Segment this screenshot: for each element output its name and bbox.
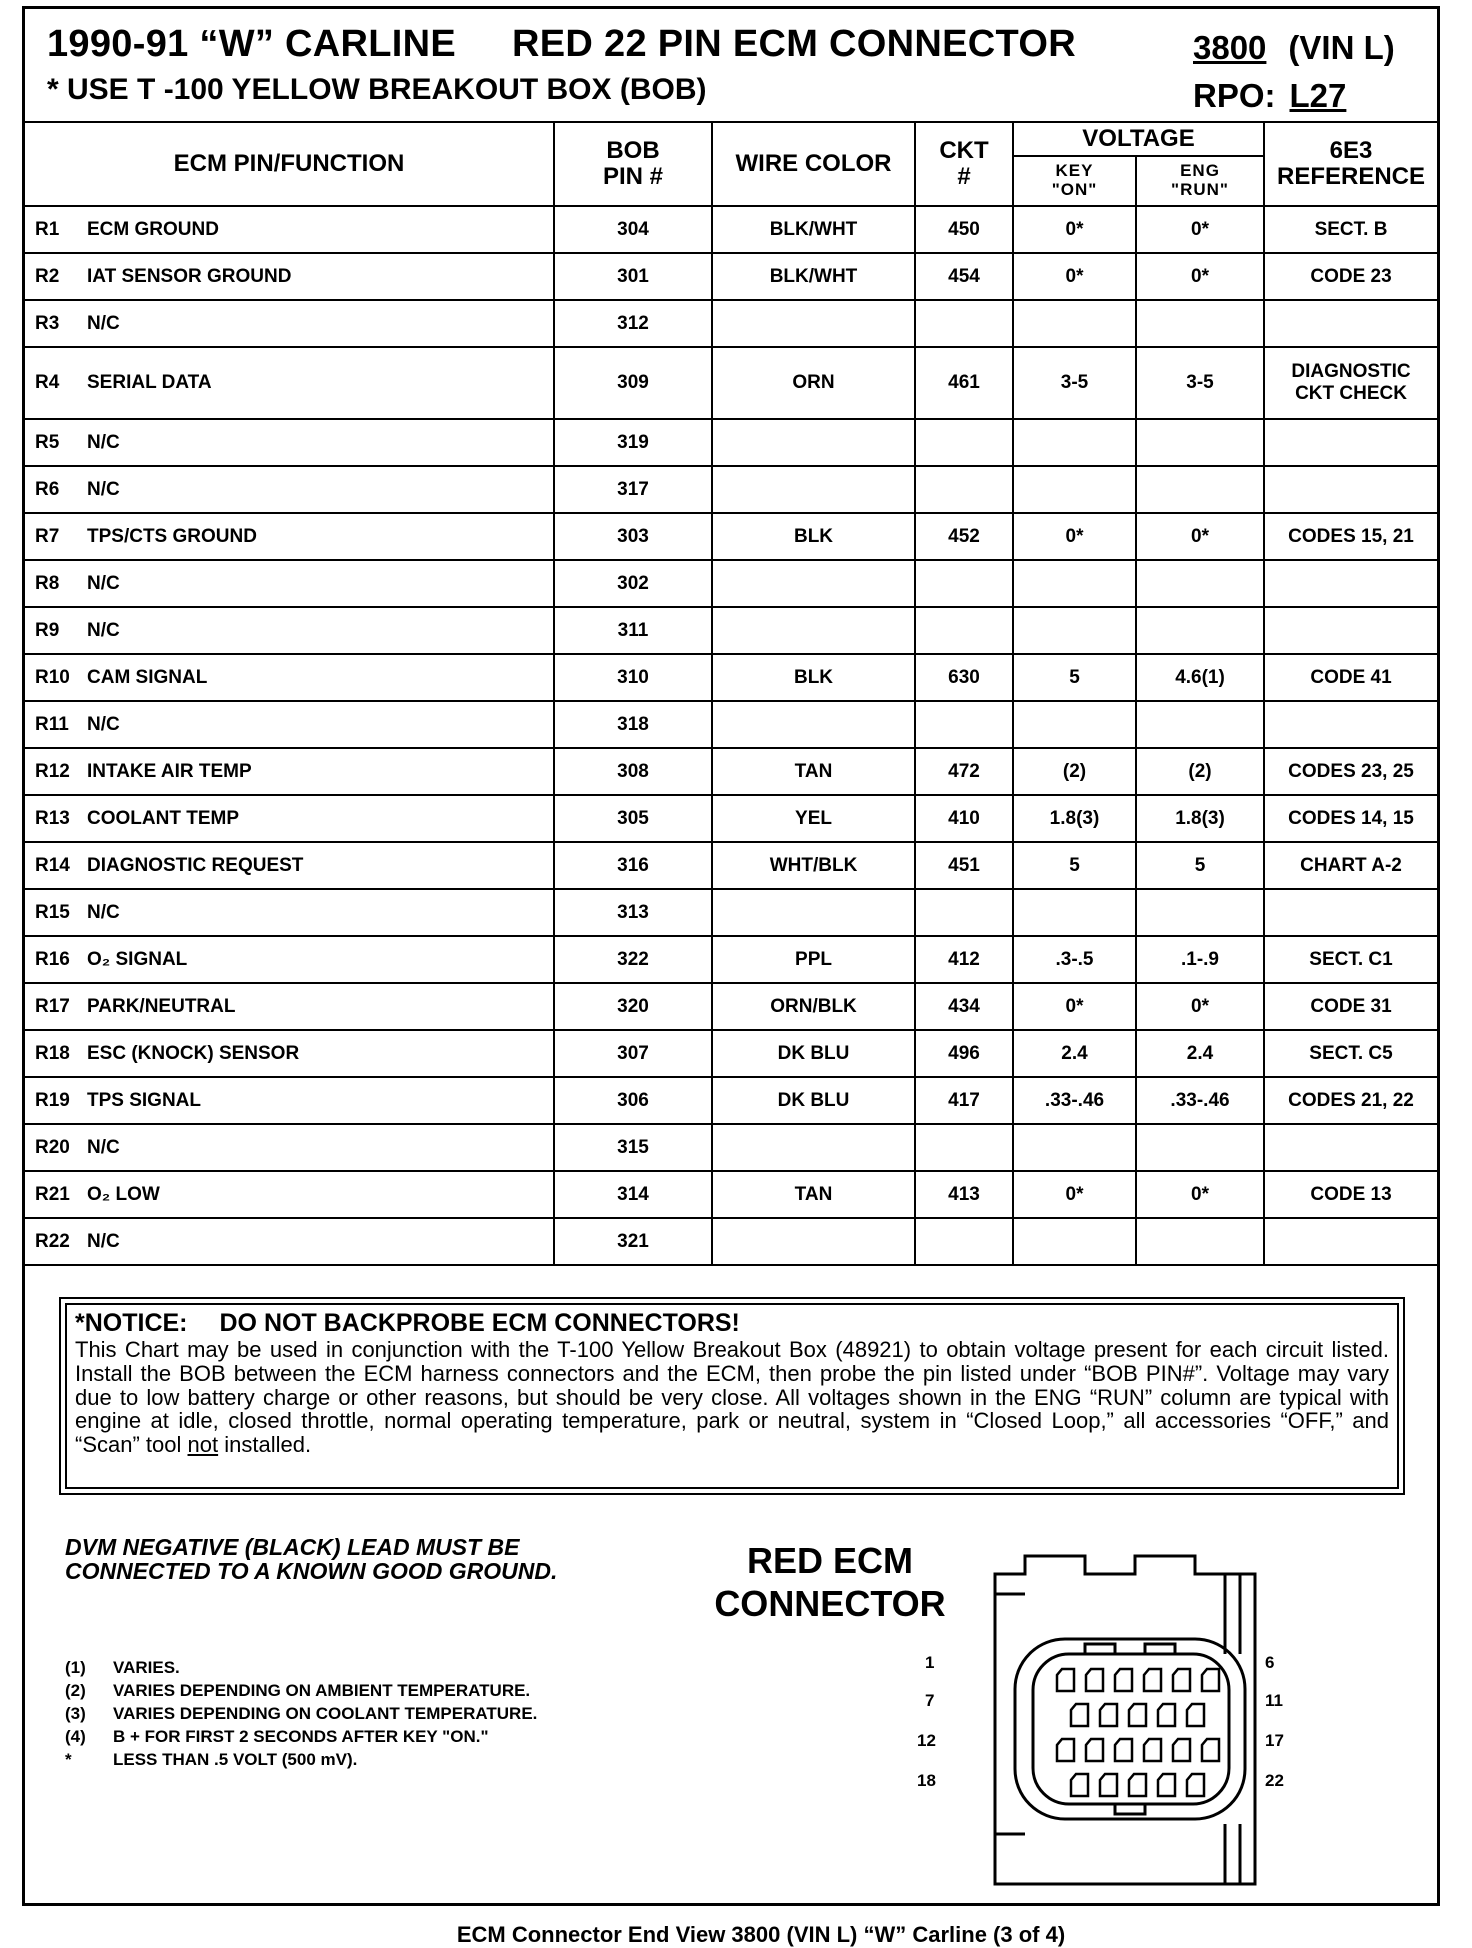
cell-eng-run-voltage: 4.6(1) bbox=[1136, 654, 1264, 701]
cell-key-on-voltage: .33-.46 bbox=[1013, 1077, 1136, 1124]
cell-bob-pin: 305 bbox=[554, 795, 712, 842]
ecm-connector-diagram bbox=[985, 1544, 1275, 1894]
cell-bob-pin: 322 bbox=[554, 936, 712, 983]
notice-headline: DO NOT BACKPROBE ECM CONNECTORS! bbox=[219, 1309, 740, 1337]
pin-function: N/C bbox=[87, 572, 120, 594]
cell-eng-run-voltage bbox=[1136, 560, 1264, 607]
cell-reference: CODES 23, 25 bbox=[1264, 748, 1437, 795]
cell-key-on-voltage: (2) bbox=[1013, 748, 1136, 795]
cell-bob-pin: 312 bbox=[554, 300, 712, 347]
cell-eng-run-voltage: 1.8(3) bbox=[1136, 795, 1264, 842]
cell-key-on-voltage: 5 bbox=[1013, 842, 1136, 889]
cell-circuit bbox=[915, 889, 1013, 936]
pin-id: R7 bbox=[35, 525, 60, 547]
cell-circuit: 454 bbox=[915, 253, 1013, 300]
cell-key-on-voltage bbox=[1013, 466, 1136, 513]
cell-wire-color: DK BLU bbox=[712, 1030, 915, 1077]
cell-key-on-voltage: 3-5 bbox=[1013, 347, 1136, 419]
cell-wire-color: BLK bbox=[712, 513, 915, 560]
cell-wire-color bbox=[712, 701, 915, 748]
pin-label-1: 1 bbox=[925, 1653, 935, 1672]
cell-key-on-voltage: .3-.5 bbox=[1013, 936, 1136, 983]
pin-label-6: 6 bbox=[1265, 1653, 1275, 1672]
pin-label-11: 11 bbox=[1265, 1691, 1283, 1710]
cell-wire-color: TAN bbox=[712, 748, 915, 795]
cell-function bbox=[25, 347, 554, 419]
cell-reference: CODE 41 bbox=[1264, 654, 1437, 701]
cell-reference bbox=[1264, 419, 1437, 466]
cell-key-on-voltage: 0* bbox=[1013, 253, 1136, 300]
cell-key-on-voltage: 0* bbox=[1013, 1171, 1136, 1218]
table-row bbox=[25, 513, 1437, 560]
table-row bbox=[25, 466, 1437, 513]
cell-circuit bbox=[915, 607, 1013, 654]
cell-bob-pin: 313 bbox=[554, 889, 712, 936]
pin-function: INTAKE AIR TEMP bbox=[87, 760, 252, 782]
connector-terminal-17 bbox=[1202, 1739, 1219, 1761]
cell-eng-run-voltage bbox=[1136, 607, 1264, 654]
dvm-warning: DVM NEGATIVE (BLACK) LEAD MUST BE CONNECTED TO A KNOWN GOOD GROUND. bbox=[65, 1534, 558, 1585]
cell-function bbox=[25, 560, 554, 607]
table-row bbox=[25, 889, 1437, 936]
cell-circuit bbox=[915, 560, 1013, 607]
cell-key-on-voltage bbox=[1013, 560, 1136, 607]
cell-eng-run-voltage bbox=[1136, 300, 1264, 347]
connector-terminal-2 bbox=[1086, 1669, 1103, 1691]
pin-id: R10 bbox=[35, 666, 70, 688]
cell-eng-run-voltage: 0* bbox=[1136, 206, 1264, 253]
table-row bbox=[25, 300, 1437, 347]
pin-function: CAM SIGNAL bbox=[87, 666, 208, 688]
cell-reference: SECT. B bbox=[1264, 206, 1437, 253]
pin-function: N/C bbox=[87, 1230, 120, 1252]
pin-function: DIAGNOSTIC REQUEST bbox=[87, 854, 304, 876]
connector-terminal-8 bbox=[1100, 1704, 1117, 1726]
pin-id: R21 bbox=[35, 1183, 70, 1205]
pin-function: TPS SIGNAL bbox=[87, 1089, 202, 1111]
cell-eng-run-voltage bbox=[1136, 701, 1264, 748]
cell-circuit bbox=[915, 1218, 1013, 1265]
cell-bob-pin: 318 bbox=[554, 701, 712, 748]
col-header-voltage: VOLTAGE bbox=[1013, 122, 1264, 156]
pin-function: N/C bbox=[87, 478, 120, 500]
pin-id: R18 bbox=[35, 1042, 70, 1064]
connector-terminal-13 bbox=[1086, 1739, 1103, 1761]
pin-id: R1 bbox=[35, 218, 60, 240]
connector-terminal-1 bbox=[1057, 1669, 1074, 1691]
connector-terminal-22 bbox=[1187, 1774, 1204, 1796]
pin-function: N/C bbox=[87, 713, 120, 735]
table-row bbox=[25, 347, 1437, 419]
table-row bbox=[25, 654, 1437, 701]
col-header-bob: BOB PIN # bbox=[554, 122, 712, 206]
pin-label-18: 18 bbox=[917, 1771, 936, 1790]
cell-eng-run-voltage: .1-.9 bbox=[1136, 936, 1264, 983]
pin-function: N/C bbox=[87, 431, 120, 453]
table-row bbox=[25, 560, 1437, 607]
cell-function bbox=[25, 466, 554, 513]
table-row bbox=[25, 748, 1437, 795]
cell-circuit bbox=[915, 1124, 1013, 1171]
table-row bbox=[25, 206, 1437, 253]
cell-circuit: 472 bbox=[915, 748, 1013, 795]
pin-id: R22 bbox=[35, 1230, 70, 1252]
connector-diagram-title: RED ECM CONNECTOR bbox=[714, 1540, 946, 1625]
table-row bbox=[25, 1171, 1437, 1218]
cell-wire-color: BLK/WHT bbox=[712, 253, 915, 300]
document-title bbox=[47, 23, 1076, 66]
table-row bbox=[25, 983, 1437, 1030]
carline-title: 1990-91 “W” CARLINE bbox=[47, 23, 457, 65]
pin-function: N/C bbox=[87, 1136, 120, 1158]
ecm-pin-table bbox=[25, 121, 1437, 1266]
cell-circuit: 413 bbox=[915, 1171, 1013, 1218]
cell-bob-pin: 301 bbox=[554, 253, 712, 300]
pin-id: R14 bbox=[35, 854, 70, 876]
connector-terminal-11 bbox=[1187, 1704, 1204, 1726]
cell-reference bbox=[1264, 560, 1437, 607]
cell-circuit: 461 bbox=[915, 347, 1013, 419]
cell-wire-color bbox=[712, 300, 915, 347]
notice-label: *NOTICE: bbox=[75, 1309, 188, 1337]
pin-function: IAT SENSOR GROUND bbox=[87, 265, 292, 287]
cell-wire-color: BLK/WHT bbox=[712, 206, 915, 253]
cell-wire-color bbox=[712, 607, 915, 654]
cell-reference: CODE 23 bbox=[1264, 253, 1437, 300]
pin-function: N/C bbox=[87, 312, 120, 334]
pin-function: ECM GROUND bbox=[87, 218, 219, 240]
cell-function bbox=[25, 1171, 554, 1218]
pin-function: TPS/CTS GROUND bbox=[87, 525, 257, 547]
cell-wire-color bbox=[712, 466, 915, 513]
cell-key-on-voltage: 5 bbox=[1013, 654, 1136, 701]
connector-terminal-9 bbox=[1129, 1704, 1146, 1726]
cell-wire-color bbox=[712, 419, 915, 466]
pin-id: R4 bbox=[35, 372, 60, 393]
pin-id: R13 bbox=[35, 807, 70, 829]
cell-function bbox=[25, 206, 554, 253]
cell-function bbox=[25, 842, 554, 889]
cell-function bbox=[25, 983, 554, 1030]
pin-id: R16 bbox=[35, 948, 70, 970]
col-header-key-on: KEY "ON" bbox=[1013, 156, 1136, 206]
cell-eng-run-voltage: 0* bbox=[1136, 983, 1264, 1030]
table-row bbox=[25, 607, 1437, 654]
connector-terminal-6 bbox=[1202, 1669, 1219, 1691]
table-row bbox=[25, 1218, 1437, 1265]
bob-instruction: * USE T -100 YELLOW BREAKOUT BOX (BOB) bbox=[47, 73, 707, 106]
notice-heading bbox=[75, 1309, 1389, 1338]
cell-circuit: 410 bbox=[915, 795, 1013, 842]
cell-eng-run-voltage bbox=[1136, 1124, 1264, 1171]
cell-bob-pin: 302 bbox=[554, 560, 712, 607]
table-row bbox=[25, 842, 1437, 889]
connector-terminal-18 bbox=[1071, 1774, 1088, 1796]
pin-id: R6 bbox=[35, 478, 60, 500]
cell-circuit: 451 bbox=[915, 842, 1013, 889]
cell-bob-pin: 314 bbox=[554, 1171, 712, 1218]
cell-bob-pin: 317 bbox=[554, 466, 712, 513]
pin-id: R15 bbox=[35, 901, 70, 923]
cell-key-on-voltage bbox=[1013, 419, 1136, 466]
cell-wire-color bbox=[712, 1218, 915, 1265]
connector-terminal-21 bbox=[1158, 1774, 1175, 1796]
col-header-function: ECM PIN/FUNCTION bbox=[25, 122, 554, 206]
cell-reference: CHART A-2 bbox=[1264, 842, 1437, 889]
cell-bob-pin: 309 bbox=[554, 347, 712, 419]
cell-bob-pin: 310 bbox=[554, 654, 712, 701]
connector-terminal-16 bbox=[1173, 1739, 1190, 1761]
document-sheet bbox=[22, 6, 1440, 1947]
cell-reference bbox=[1264, 1124, 1437, 1171]
cell-key-on-voltage: 0* bbox=[1013, 513, 1136, 560]
cell-circuit: 412 bbox=[915, 936, 1013, 983]
page-footer: ECM Connector End View 3800 (VIN L) “W” Carline (3 of 4) bbox=[456, 1922, 1066, 1947]
footnote: (2) VARIES DEPENDING ON AMBIENT TEMPERATURE. bbox=[65, 1680, 531, 1700]
cell-reference: CODE 31 bbox=[1264, 983, 1437, 1030]
connector-terminal-10 bbox=[1158, 1704, 1175, 1726]
notice-box bbox=[59, 1297, 1405, 1495]
cell-eng-run-voltage: .33-.46 bbox=[1136, 1077, 1264, 1124]
footnote: (1) VARIES. bbox=[65, 1658, 180, 1677]
cell-bob-pin: 307 bbox=[554, 1030, 712, 1077]
cell-circuit: 450 bbox=[915, 206, 1013, 253]
cell-reference: DIAGNOSTIC CKT CHECK bbox=[1264, 347, 1437, 419]
pin-function: SERIAL DATA bbox=[87, 372, 212, 393]
cell-circuit bbox=[915, 701, 1013, 748]
cell-bob-pin: 311 bbox=[554, 607, 712, 654]
cell-reference bbox=[1264, 1218, 1437, 1265]
cell-bob-pin: 304 bbox=[554, 206, 712, 253]
connector-terminal-7 bbox=[1071, 1704, 1088, 1726]
connector-title: RED 22 PIN ECM CONNECTOR bbox=[512, 23, 1076, 65]
col-header-reference: 6E3 REFERENCE bbox=[1264, 122, 1437, 206]
cell-circuit bbox=[915, 466, 1013, 513]
rpo-label: RPO: bbox=[1193, 77, 1276, 114]
cell-eng-run-voltage: (2) bbox=[1136, 748, 1264, 795]
cell-reference bbox=[1264, 701, 1437, 748]
pin-id: R20 bbox=[35, 1136, 70, 1158]
footnote: (3) VARIES DEPENDING ON COOLANT TEMPERATURE. bbox=[65, 1703, 538, 1723]
table-row bbox=[25, 253, 1437, 300]
vin-code: (VIN L) bbox=[1288, 29, 1395, 66]
pin-id: R11 bbox=[35, 713, 69, 735]
table-row bbox=[25, 1077, 1437, 1124]
cell-eng-run-voltage: 0* bbox=[1136, 1171, 1264, 1218]
cell-circuit: 630 bbox=[915, 654, 1013, 701]
connector-terminal-20 bbox=[1129, 1774, 1146, 1796]
cell-reference: SECT. C5 bbox=[1264, 1030, 1437, 1077]
rpo-id bbox=[1193, 77, 1346, 115]
pin-id: R9 bbox=[35, 619, 60, 641]
pin-id: R2 bbox=[35, 265, 60, 287]
pin-label-7: 7 bbox=[925, 1691, 935, 1710]
cell-eng-run-voltage: 0* bbox=[1136, 253, 1264, 300]
table-row bbox=[25, 701, 1437, 748]
connector-terminal-3 bbox=[1115, 1669, 1132, 1691]
connector-terminal-14 bbox=[1115, 1739, 1132, 1761]
pin-function: O₂ SIGNAL bbox=[87, 948, 188, 970]
cell-eng-run-voltage bbox=[1136, 419, 1264, 466]
cell-wire-color: YEL bbox=[712, 795, 915, 842]
cell-circuit: 434 bbox=[915, 983, 1013, 1030]
connector-terminal-19 bbox=[1100, 1774, 1117, 1796]
cell-function bbox=[25, 889, 554, 936]
engine-id bbox=[1193, 29, 1395, 67]
col-header-eng-run: ENG "RUN" bbox=[1136, 156, 1264, 206]
cell-reference bbox=[1264, 889, 1437, 936]
cell-function bbox=[25, 936, 554, 983]
table-row bbox=[25, 419, 1437, 466]
cell-key-on-voltage bbox=[1013, 300, 1136, 347]
cell-reference: CODE 13 bbox=[1264, 1171, 1437, 1218]
connector-terminal-5 bbox=[1173, 1669, 1190, 1691]
cell-bob-pin: 319 bbox=[554, 419, 712, 466]
cell-function bbox=[25, 795, 554, 842]
cell-eng-run-voltage: 2.4 bbox=[1136, 1030, 1264, 1077]
cell-key-on-voltage bbox=[1013, 1124, 1136, 1171]
cell-function bbox=[25, 1218, 554, 1265]
cell-key-on-voltage bbox=[1013, 701, 1136, 748]
cell-bob-pin: 306 bbox=[554, 1077, 712, 1124]
pin-function: O₂ LOW bbox=[87, 1183, 160, 1205]
cell-wire-color: PPL bbox=[712, 936, 915, 983]
cell-function bbox=[25, 748, 554, 795]
cell-eng-run-voltage bbox=[1136, 1218, 1264, 1265]
cell-circuit: 452 bbox=[915, 513, 1013, 560]
cell-wire-color: ORN/BLK bbox=[712, 983, 915, 1030]
cell-reference: SECT. C1 bbox=[1264, 936, 1437, 983]
cell-eng-run-voltage: 3-5 bbox=[1136, 347, 1264, 419]
cell-key-on-voltage bbox=[1013, 889, 1136, 936]
cell-reference bbox=[1264, 300, 1437, 347]
footnotes bbox=[65, 1657, 537, 1772]
cell-wire-color: ORN bbox=[712, 347, 915, 419]
pin-function: N/C bbox=[87, 901, 120, 923]
cell-eng-run-voltage bbox=[1136, 466, 1264, 513]
cell-key-on-voltage bbox=[1013, 1218, 1136, 1265]
footnote: * LESS THAN .5 VOLT (500 mV). bbox=[65, 1749, 358, 1769]
cell-bob-pin: 321 bbox=[554, 1218, 712, 1265]
footnote: (4) B + FOR FIRST 2 SECONDS AFTER KEY "ON." bbox=[65, 1726, 489, 1746]
cell-circuit bbox=[915, 300, 1013, 347]
pin-label-12: 12 bbox=[917, 1731, 936, 1750]
col-header-wire: WIRE COLOR bbox=[712, 122, 915, 206]
pin-label-22: 22 bbox=[1265, 1771, 1284, 1790]
pin-function: PARK/NEUTRAL bbox=[87, 995, 236, 1017]
cell-bob-pin: 303 bbox=[554, 513, 712, 560]
cell-reference: CODES 14, 15 bbox=[1264, 795, 1437, 842]
cell-bob-pin: 315 bbox=[554, 1124, 712, 1171]
table-row bbox=[25, 936, 1437, 983]
cell-wire-color bbox=[712, 560, 915, 607]
cell-reference bbox=[1264, 607, 1437, 654]
cell-function bbox=[25, 1030, 554, 1077]
cell-key-on-voltage: 2.4 bbox=[1013, 1030, 1136, 1077]
cell-reference: CODES 15, 21 bbox=[1264, 513, 1437, 560]
cell-key-on-voltage: 0* bbox=[1013, 983, 1136, 1030]
pin-function: COOLANT TEMP bbox=[87, 807, 239, 829]
engine-code: 3800 bbox=[1193, 29, 1267, 66]
cell-reference bbox=[1264, 466, 1437, 513]
cell-wire-color: TAN bbox=[712, 1171, 915, 1218]
cell-function bbox=[25, 419, 554, 466]
cell-circuit bbox=[915, 419, 1013, 466]
pin-id: R17 bbox=[35, 995, 70, 1017]
cell-wire-color bbox=[712, 889, 915, 936]
cell-function bbox=[25, 1124, 554, 1171]
table-row bbox=[25, 1030, 1437, 1077]
cell-eng-run-voltage bbox=[1136, 889, 1264, 936]
cell-key-on-voltage bbox=[1013, 607, 1136, 654]
cell-bob-pin: 316 bbox=[554, 842, 712, 889]
pin-id: R12 bbox=[35, 760, 70, 782]
cell-function bbox=[25, 300, 554, 347]
cell-wire-color bbox=[712, 1124, 915, 1171]
cell-bob-pin: 308 bbox=[554, 748, 712, 795]
pin-id: R19 bbox=[35, 1089, 70, 1111]
connector-terminal-12 bbox=[1057, 1739, 1074, 1761]
cell-circuit: 496 bbox=[915, 1030, 1013, 1077]
cell-key-on-voltage: 1.8(3) bbox=[1013, 795, 1136, 842]
cell-wire-color: WHT/BLK bbox=[712, 842, 915, 889]
pin-id: R3 bbox=[35, 312, 60, 334]
cell-wire-color: DK BLU bbox=[712, 1077, 915, 1124]
cell-function bbox=[25, 607, 554, 654]
rpo-value: L27 bbox=[1289, 77, 1347, 114]
pin-id: R8 bbox=[35, 572, 60, 594]
cell-circuit: 417 bbox=[915, 1077, 1013, 1124]
cell-eng-run-voltage: 5 bbox=[1136, 842, 1264, 889]
cell-function bbox=[25, 654, 554, 701]
table-row bbox=[25, 1124, 1437, 1171]
pin-function: N/C bbox=[87, 619, 120, 641]
notice-body: This Chart may be used in conjunction with the T-100 Yellow Breakout Box (48921) to obtain voltage present for each circuit listed. Install the BOB between the ECM harness connectors and the ECM, then probe the pin listed under “BOB PIN#”. Voltage may vary due to low battery charge or other reasons, but should be very close. All voltages shown in the ENG “RUN” column are typical with engine at idle, closed throttle, normal operating temperature, park or neutral, system in “Closed Loop,” all accessories “OFF,” and “Scan” tool not installed. bbox=[75, 1337, 1389, 1457]
cell-function bbox=[25, 701, 554, 748]
pin-label-17: 17 bbox=[1265, 1731, 1284, 1750]
table-row bbox=[25, 795, 1437, 842]
cell-function bbox=[25, 253, 554, 300]
cell-function bbox=[25, 513, 554, 560]
connector-terminal-15 bbox=[1144, 1739, 1161, 1761]
cell-wire-color: BLK bbox=[712, 654, 915, 701]
cell-bob-pin: 320 bbox=[554, 983, 712, 1030]
pin-id: R5 bbox=[35, 431, 60, 453]
connector-terminal-4 bbox=[1144, 1669, 1161, 1691]
cell-function bbox=[25, 1077, 554, 1124]
cell-reference: CODES 21, 22 bbox=[1264, 1077, 1437, 1124]
cell-eng-run-voltage: 0* bbox=[1136, 513, 1264, 560]
notice-emphasis: not bbox=[187, 1432, 219, 1457]
pin-function: ESC (KNOCK) SENSOR bbox=[87, 1042, 300, 1064]
col-header-ckt: CKT # bbox=[915, 122, 1013, 206]
cell-key-on-voltage: 0* bbox=[1013, 206, 1136, 253]
